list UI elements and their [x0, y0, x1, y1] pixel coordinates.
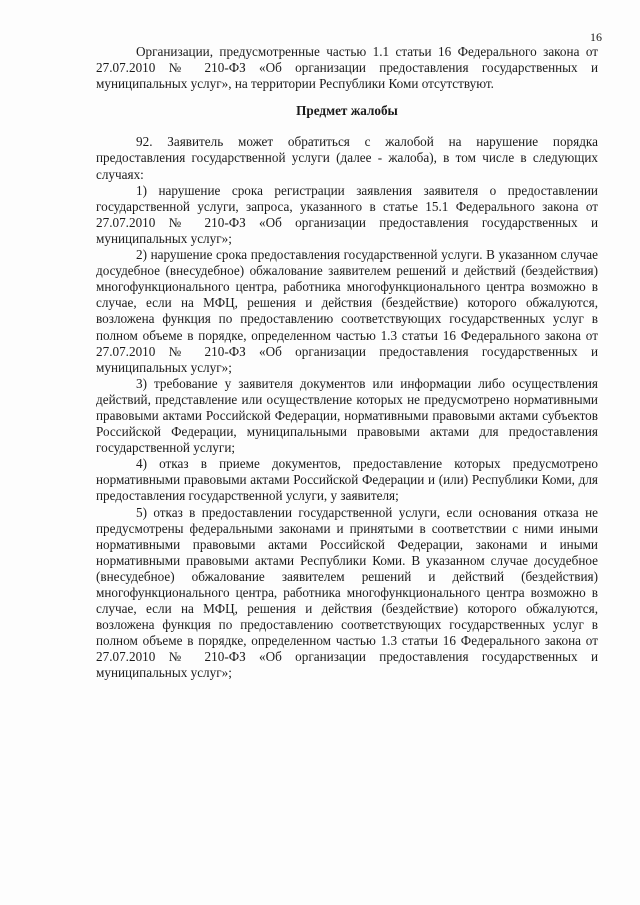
list-item-4: 4) отказ в приеме документов, предоставление которых предусмотрено нормативными правовыми актами Российской Федерации и (или) Республики Коми, для предоставления государственной услуги, у заявителя; — [96, 456, 598, 504]
section-heading: Предмет жалобы — [296, 103, 398, 119]
list-item-1: 1) нарушение срока регистрации заявления заявителя о предоставлении государственной услуги, запроса, указанного в статье 15.1 Федерального закона от 27.07.2010 № 210-ФЗ «Об организации предоставления государственных и муниципальных услуг»; — [96, 182, 598, 246]
page-number: 16 — [590, 30, 602, 44]
intro-paragraph: Организации, предусмотренные частью 1.1 статьи 16 Федерального закона от 27.07.2010 № 210-ФЗ «Об организации предоставления государственных и муниципальных услуг», на территории Республики Коми отсутствуют. — [96, 44, 598, 92]
list-item-2: 2) нарушение срока предоставления государственной услуги. В указанном случае досудебное (внесудебное) обжалование заявителем решений и действий (бездействия) многофункционального центра, работника многофункционального центра возможно в случае, если на МФЦ, решения и действия (бездействие) которого обжалуются, возложена функция по предоставлению соответствующих государственных услуг в полном объеме в порядке, определенном частью 1.3 статьи 16 Федерального закона от 27.07.2010 № 210-ФЗ «Об организации предоставления государственных и муниципальных услуг»; — [96, 247, 598, 375]
list-item-5: 5) отказ в предоставлении государственной услуги, если основания отказа не предусмотрены федеральными законами и принятыми в соответствии с ними иными нормативными правовыми актами Российской Федерации, законами и иными нормативными правовыми актами Республики Коми. В указанном случае досудебное (внесудебное) обжалование заявителем решений и действий (бездействия) многофункционального центра, работника многофункционального центра возможно в случае, если на МФЦ, решения и действия (бездействие) которого обжалуются, возложена функция по предоставлению соответствующих государственных услуг в полном объеме в порядке, определенном частью 1.3 статьи 16 Федерального закона от 27.07.2010 № 210-ФЗ «Об организации предоставления государственных и муниципальных услуг»; — [96, 504, 598, 681]
paragraph-92: 92. Заявитель может обратиться с жалобой на нарушение порядка предоставления государственной услуги (далее - жалоба), в том числе в следующих случаях: — [96, 134, 598, 182]
list-item-3: 3) требование у заявителя документов или информации либо осуществления действий, представление или осуществление которых не предусмотрено нормативными правовыми актами Российской Федерации, нормативными правовыми актами субъектов Российской Федерации, муниципальными правовыми актами для предоставления государственной услуги; — [96, 375, 598, 456]
document-body — [96, 44, 598, 682]
